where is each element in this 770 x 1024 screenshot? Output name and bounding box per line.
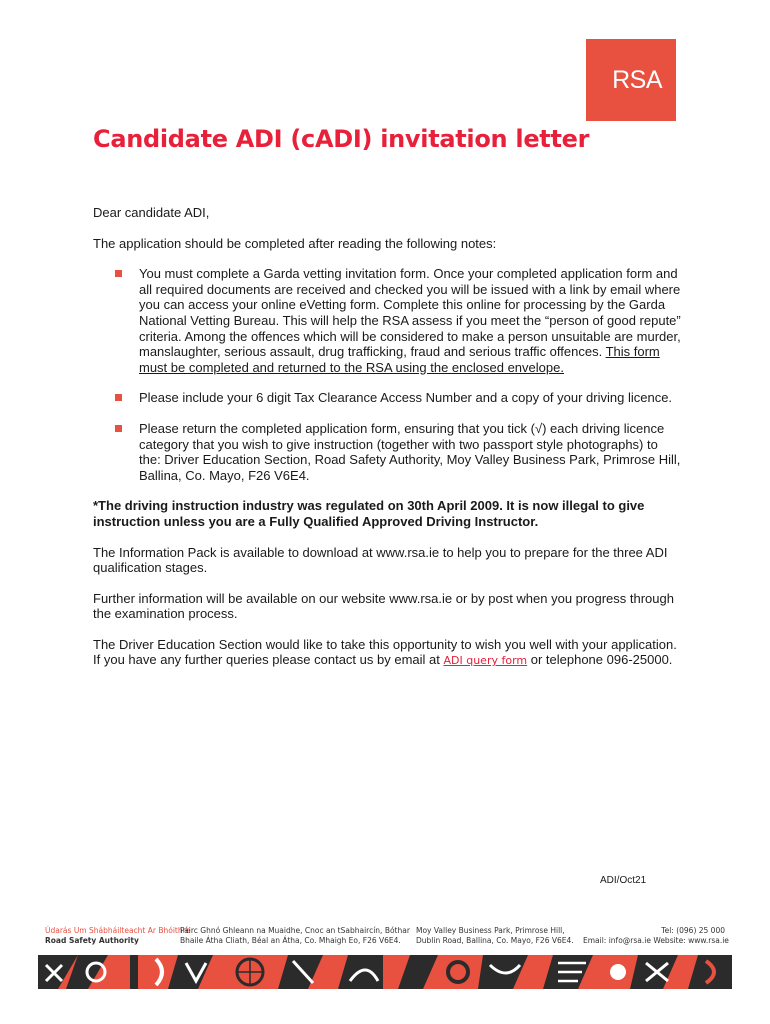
decorative-banner <box>38 955 732 989</box>
closing-paragraph <box>93 637 683 669</box>
adi-query-form-link[interactable]: ADI query form <box>443 654 528 668</box>
footer-org-irish: Údarás Um Shábháilteacht Ar Bhóithre <box>45 926 191 935</box>
footer-line: Páirc Ghnó Ghleann na Muaidhe, Cnoc an tSabhaircín, Bóthar <box>180 926 410 935</box>
closing-text: The Driver Education Section would like to take this opportunity to wish you well with your application. If you have any further queries please contact us by email at <box>93 636 677 668</box>
note-1-underlined: This form must be completed and returned to the RSA using the enclosed envelope. <box>139 344 660 375</box>
regulation-notice: *The driving instruction industry was regulated on 30th April 2009. It is now illegal to give instruction unless you are a Fully Qualified Approved Driving Instructor. <box>93 498 645 529</box>
list-item <box>93 421 683 483</box>
footer-line: Bhaile Átha Cliath, Béal an Átha, Co. Mhaigh Eo, F26 V6E4. <box>180 935 401 945</box>
logo-text: RSA <box>612 66 662 94</box>
footer-address-irish <box>180 926 410 945</box>
footer-line: Moy Valley Business Park, Primrose Hill, <box>416 926 565 935</box>
greeting: Dear candidate ADI, <box>93 205 210 220</box>
footer-contact <box>583 926 729 945</box>
rsa-logo <box>586 39 676 121</box>
document-reference: ADI/Oct21 <box>600 875 647 886</box>
list-item <box>93 390 683 406</box>
footer-email-web: Email: info@rsa.ie Website: www.rsa.ie <box>583 935 729 945</box>
letter-body <box>93 205 683 684</box>
bullet-square-icon <box>115 394 122 401</box>
footer-org-english: Road Safety Authority <box>45 935 139 945</box>
footer-org <box>45 926 190 945</box>
footer-address-english <box>416 926 574 945</box>
bullet-square-icon <box>115 425 122 432</box>
footer-line: Dublin Road, Ballina, Co. Mayo, F26 V6E4. <box>416 935 574 945</box>
notes-list <box>93 266 683 483</box>
footer-phone: Tel: (096) 25 000 <box>661 926 725 935</box>
list-item <box>93 266 683 375</box>
note-2-text: Please include your 6 digit Tax Clearance Access Number and a copy of your driving licence. <box>139 390 673 406</box>
closing-text-end: or telephone 096-25000. <box>527 652 673 668</box>
note-3-text: Please return the completed application form, ensuring that you tick (√) each driving licence category that you wish to give instruction (together with two passport style photographs) to the: Driver Education Section, Road Safety Authority, Moy Valley Business Park, Primrose Hill, Ballina, Co. Mayo, F26 V6E4. <box>139 420 681 483</box>
further-info-paragraph: Further information will be available on our website www.rsa.ie or by post when you progress through the examination process. <box>93 590 674 622</box>
info-pack-paragraph: The Information Pack is available to download at www.rsa.ie to help you to prepare for the three ADI qualification stages. <box>93 544 668 576</box>
note-1-text: You must complete a Garda vetting invitation form. Once your completed application form and all required documents are received and checked you will be issued with a link by email where you can access your online eVetting form. Complete this online for processing by the Garda National Vetting Bureau. This will help the RSA assess if you meet the “person of good repute” criteria. Among the offences which will be considered to make a person unsuitable are murder, manslaughter, serious assault, drug trafficking, fraud and serious traffic offences. <box>139 266 681 360</box>
bullet-square-icon <box>115 270 122 277</box>
page-title: Candidate ADI (cADI) invitation letter <box>93 125 590 153</box>
intro: The application should be completed after reading the following notes: <box>93 235 497 251</box>
